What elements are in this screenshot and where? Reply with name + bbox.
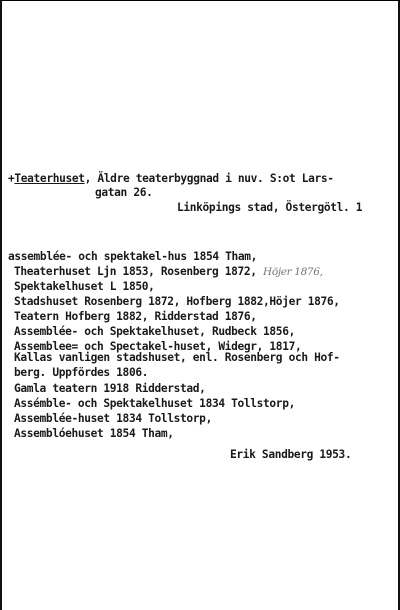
heading-title: Teaterhuset (14, 172, 85, 185)
entry-line: Gamla teatern 1918 Ridderstad, (14, 382, 206, 395)
heading-line-3: Linköpings stad, Östergötl. 1 (177, 201, 363, 214)
signature: Erik Sandberg 1953. (230, 448, 352, 461)
entry-line: Teatern Hofberg 1882, Ridderstad 1876, (14, 310, 257, 323)
entry-line: berg. Uppfördes 1806. (14, 366, 149, 379)
entry-line: Assemblee= och Spectakel-huset, Widegr, 1817, (14, 340, 302, 353)
entry-handwritten: Höjer 1876, (263, 266, 323, 278)
heading-prefix: + (8, 172, 15, 185)
entry-line: Spektakelhuset L 1850, (14, 280, 155, 293)
card-top-edge (2, 0, 400, 8)
entry-text: Theaterhuset Ljn 1853, Rosenberg 1872, (14, 265, 257, 278)
heading-line-1-rest: , Äldre teaterbyggnad i nuv. S:ot Lars- (84, 172, 334, 185)
entry-line: Assémble- och Spektakelhuset 1834 Tollstorp, (14, 397, 295, 410)
entry-line: Assemblée-huset 1834 Tollstorp, (14, 412, 212, 425)
entry-line (14, 265, 323, 279)
heading-line-2: gatan 26. (95, 186, 153, 199)
entry-line: Stadshuset Rosenberg 1872, Hofberg 1882,Höjer 1876, (14, 295, 340, 308)
entry-line: assemblée- och spektakel-hus 1854 Tham, (8, 250, 258, 263)
heading-line-1 (8, 172, 334, 186)
entry-line: Kallas vanligen stadshuset, enl. Rosenberg och Hof- (14, 351, 340, 364)
entry-line: Assemblóehuset 1854 Tham, (14, 427, 174, 440)
entry-line: Assemblée- och Spektakelhuset, Rudbeck 1856, (14, 325, 295, 338)
